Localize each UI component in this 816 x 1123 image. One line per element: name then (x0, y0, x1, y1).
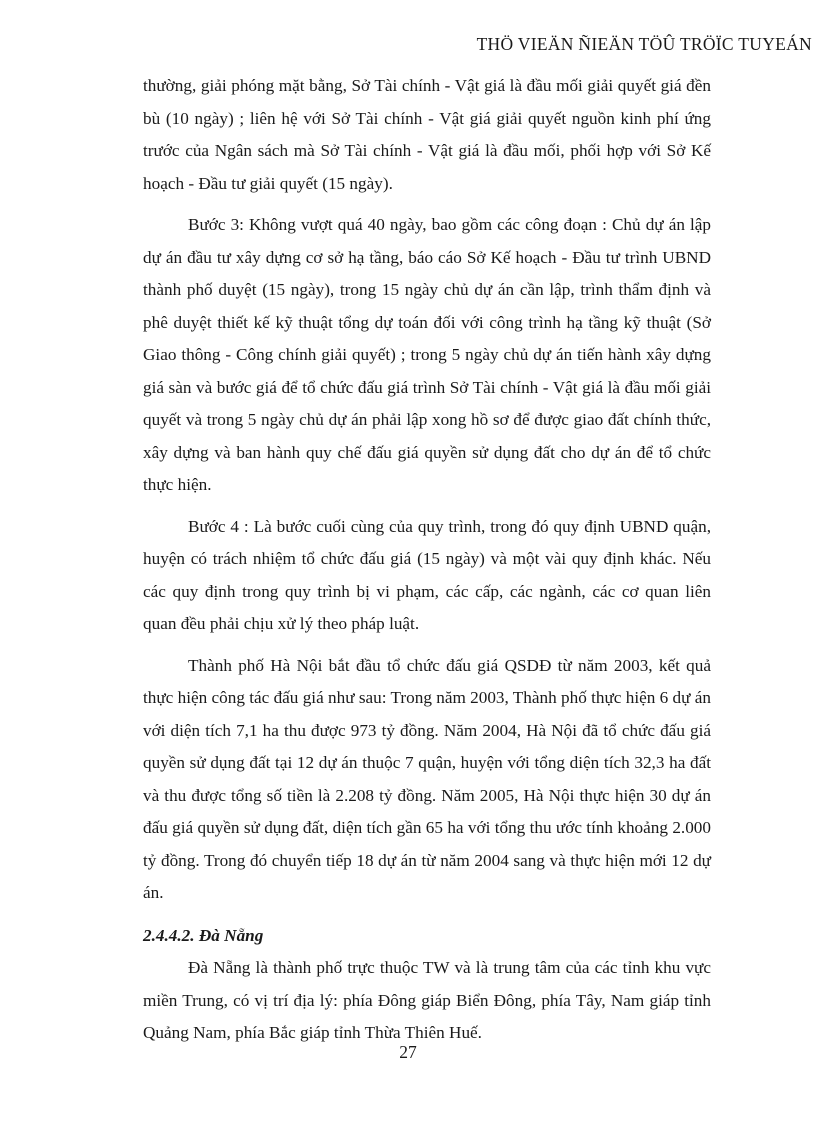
paragraph-step-4: Bước 4 : Là bước cuối cùng của quy trình, trong đó quy định UBND quận, huyện có trách nhiệm tổ chức đấu giá (15 ngày) và một vài quy định khác. Nếu các quy định trong quy trình bị vi phạm, các cấp, các ngành, các cơ quan liên quan đều phải chịu xử lý theo pháp luật. (143, 516, 711, 633)
page-number: 27 (399, 1042, 417, 1062)
paragraph-continuation: thường, giải phóng mặt bằng, Sở Tài chính - Vật giá là đầu mối giải quyết giá đền bù (10 ngày) ; liên hệ với Sở Tài chính - Vật giá giải quyết nguồn kinh phí ứng trước của Ngân sách mà Sở Tài chính - Vật giá là đầu mối, phối hợp với Sở Kế hoạch - Đầu tư giải quyết (15 ngày). (143, 76, 711, 193)
section-heading: 2.4.4.2. Đà Nẵng (143, 925, 264, 945)
running-header: THÖ VIEÄN ÑIEÄN TÖÛ TRÖÏC TUYEÁN (476, 34, 812, 54)
document-body (143, 70, 711, 1050)
paragraph-hanoi: Thành phố Hà Nội bắt đầu tổ chức đấu giá QSDĐ từ năm 2003, kết quả thực hiện công tác đấu giá như sau: Trong năm 2003, Thành phố thực hiện 6 dự án với diện tích 7,1 ha thu được 973 tỷ đồng. Năm 2004, Hà Nội đã tổ chức đấu giá quyền sử dụng đất tại 12 dự án thuộc 7 quận, huyện với tổng diện tích 32,3 ha đất và thu được tổng số tiền là 2.208 tỷ đồng. Năm 2005, Hà Nội thực hiện 30 dự án đấu giá quyền sử dụng đất, diện tích gần 65 ha với tổng thu ước tính khoảng 2.000 tỷ đồng. Trong đó chuyển tiếp 18 dự án từ năm 2004 sang và thực hiện mới 12 dự án. (143, 655, 711, 902)
paragraph-step-3: Bước 3: Không vượt quá 40 ngày, bao gồm các công đoạn : Chủ dự án lập dự án đầu tư xây dựng cơ sở hạ tầng, báo cáo Sở Kế hoạch - Đầu tư trình UBND thành phố duyệt (15 ngày), trong 15 ngày chủ dự án cần lập, trình thẩm định và phê duyệt thiết kế kỹ thuật tổng dự toán đối với công trình hạ tầng kỹ thuật (Sở Giao thông - Công chính giải quyết) ; trong 5 ngày chủ dự án tiến hành xây dựng giá sàn và bước giá để tổ chức đấu giá trình Sở Tài chính - Vật giá là đầu mối giải quyết và trong 5 ngày chủ dự án phải lập xong hồ sơ để được giao đất chính thức, xây dựng và ban hành quy chế đấu giá quyền sử dụng đất cho dự án để tổ chức thực hiện. (143, 215, 711, 494)
paragraph-danang: Đà Nẵng là thành phố trực thuộc TW và là trung tâm của các tỉnh khu vực miền Trung, có vị trí địa lý: phía Đông giáp Biển Đông, phía Tây, Nam giáp tỉnh Quảng Nam, phía Bắc giáp tỉnh Thừa Thiên Huế. (143, 958, 711, 1042)
